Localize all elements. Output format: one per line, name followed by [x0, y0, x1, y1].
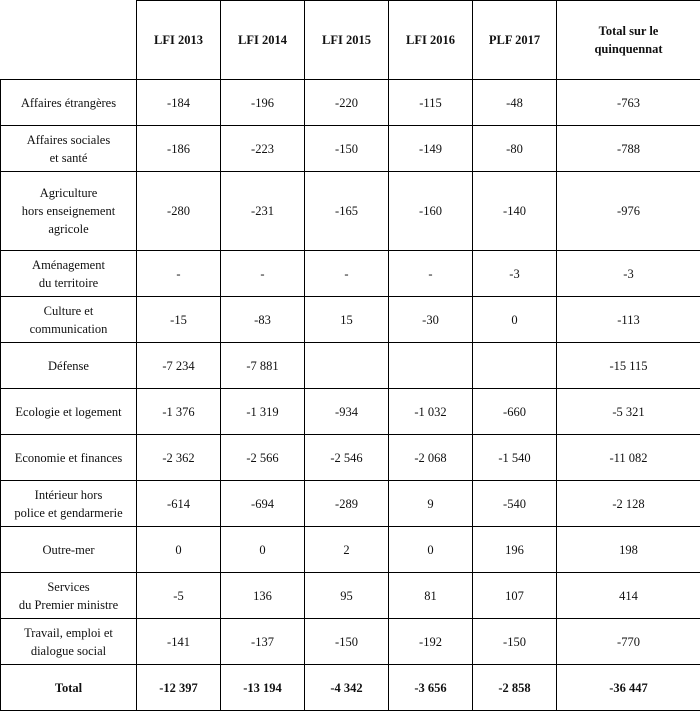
table-row [1, 573, 700, 619]
value-cell: 107 [473, 573, 557, 619]
value-cell: -11 082 [557, 435, 700, 481]
value-cell: -3 [557, 251, 700, 297]
row-label: Total [1, 665, 137, 711]
value-cell: -3 656 [389, 665, 473, 711]
value-cell: -5 [137, 573, 221, 619]
row-label: Culture et communication [1, 297, 137, 343]
value-cell: -80 [473, 126, 557, 172]
value-cell: -12 397 [137, 665, 221, 711]
row-label: Affaires étrangères [1, 80, 137, 126]
column-header: LFI 2015 [305, 1, 389, 80]
value-cell: -140 [473, 172, 557, 251]
table-row [1, 297, 700, 343]
value-cell: -1 540 [473, 435, 557, 481]
value-cell: -150 [473, 619, 557, 665]
value-cell: 15 [305, 297, 389, 343]
value-cell: -1 319 [221, 389, 305, 435]
value-cell: -165 [305, 172, 389, 251]
value-cell: -660 [473, 389, 557, 435]
table-body [1, 80, 700, 711]
value-cell [389, 343, 473, 389]
value-cell: -763 [557, 80, 700, 126]
corner-cell [1, 1, 137, 80]
column-header: Total sur le quinquennat [557, 1, 700, 80]
value-cell: -149 [389, 126, 473, 172]
value-cell: -13 194 [221, 665, 305, 711]
value-cell: 9 [389, 481, 473, 527]
value-cell: -2 068 [389, 435, 473, 481]
value-cell: -2 566 [221, 435, 305, 481]
row-label: Ecologie et logement [1, 389, 137, 435]
value-cell: -7 881 [221, 343, 305, 389]
table-row [1, 481, 700, 527]
row-label: Défense [1, 343, 137, 389]
table-row [1, 251, 700, 297]
value-cell: -36 447 [557, 665, 700, 711]
value-cell: -694 [221, 481, 305, 527]
value-cell: -137 [221, 619, 305, 665]
row-label: Outre-mer [1, 527, 137, 573]
value-cell: -3 [473, 251, 557, 297]
value-cell: -788 [557, 126, 700, 172]
value-cell: 196 [473, 527, 557, 573]
row-label: Economie et finances [1, 435, 137, 481]
value-cell: -280 [137, 172, 221, 251]
table-row [1, 80, 700, 126]
value-cell: 2 [305, 527, 389, 573]
header-row [1, 1, 700, 80]
value-cell [473, 343, 557, 389]
column-header: LFI 2014 [221, 1, 305, 80]
row-label: Affaires sociales et santé [1, 126, 137, 172]
value-cell: -141 [137, 619, 221, 665]
value-cell: -196 [221, 80, 305, 126]
value-cell: -5 321 [557, 389, 700, 435]
value-cell: -184 [137, 80, 221, 126]
value-cell: - [389, 251, 473, 297]
value-cell: 0 [389, 527, 473, 573]
value-cell: 198 [557, 527, 700, 573]
value-cell: -115 [389, 80, 473, 126]
value-cell: -150 [305, 126, 389, 172]
value-cell: - [137, 251, 221, 297]
value-cell: -2 546 [305, 435, 389, 481]
table-row [1, 527, 700, 573]
column-header: PLF 2017 [473, 1, 557, 80]
value-cell: -1 376 [137, 389, 221, 435]
value-cell: -770 [557, 619, 700, 665]
value-cell: -7 234 [137, 343, 221, 389]
value-cell: -150 [305, 619, 389, 665]
value-cell: -2 858 [473, 665, 557, 711]
table-row [1, 619, 700, 665]
value-cell: -976 [557, 172, 700, 251]
value-cell: -540 [473, 481, 557, 527]
value-cell: -1 032 [389, 389, 473, 435]
value-cell: -2 128 [557, 481, 700, 527]
value-cell: -113 [557, 297, 700, 343]
value-cell: -15 [137, 297, 221, 343]
value-cell: -220 [305, 80, 389, 126]
value-cell: 0 [473, 297, 557, 343]
table-row [1, 343, 700, 389]
value-cell: 414 [557, 573, 700, 619]
value-cell: -289 [305, 481, 389, 527]
value-cell: - [221, 251, 305, 297]
value-cell: 0 [137, 527, 221, 573]
row-label: Agriculture hors enseignement agricole [1, 172, 137, 251]
value-cell: - [305, 251, 389, 297]
value-cell: -934 [305, 389, 389, 435]
row-label: Intérieur hors police et gendarmerie [1, 481, 137, 527]
value-cell: -2 362 [137, 435, 221, 481]
value-cell: -30 [389, 297, 473, 343]
table-row [1, 172, 700, 251]
value-cell: 95 [305, 573, 389, 619]
column-header: LFI 2013 [137, 1, 221, 80]
table-row [1, 389, 700, 435]
value-cell: 136 [221, 573, 305, 619]
value-cell [305, 343, 389, 389]
table-row [1, 435, 700, 481]
value-cell: -231 [221, 172, 305, 251]
value-cell: -223 [221, 126, 305, 172]
column-header: LFI 2016 [389, 1, 473, 80]
value-cell: -192 [389, 619, 473, 665]
value-cell: -4 342 [305, 665, 389, 711]
value-cell: -15 115 [557, 343, 700, 389]
table-row [1, 126, 700, 172]
value-cell: -186 [137, 126, 221, 172]
value-cell: 81 [389, 573, 473, 619]
value-cell: -614 [137, 481, 221, 527]
row-label: Services du Premier ministre [1, 573, 137, 619]
value-cell: -160 [389, 172, 473, 251]
total-row [1, 665, 700, 711]
value-cell: 0 [221, 527, 305, 573]
value-cell: -83 [221, 297, 305, 343]
row-label: Travail, emploi et dialogue social [1, 619, 137, 665]
row-label: Aménagement du territoire [1, 251, 137, 297]
value-cell: -48 [473, 80, 557, 126]
